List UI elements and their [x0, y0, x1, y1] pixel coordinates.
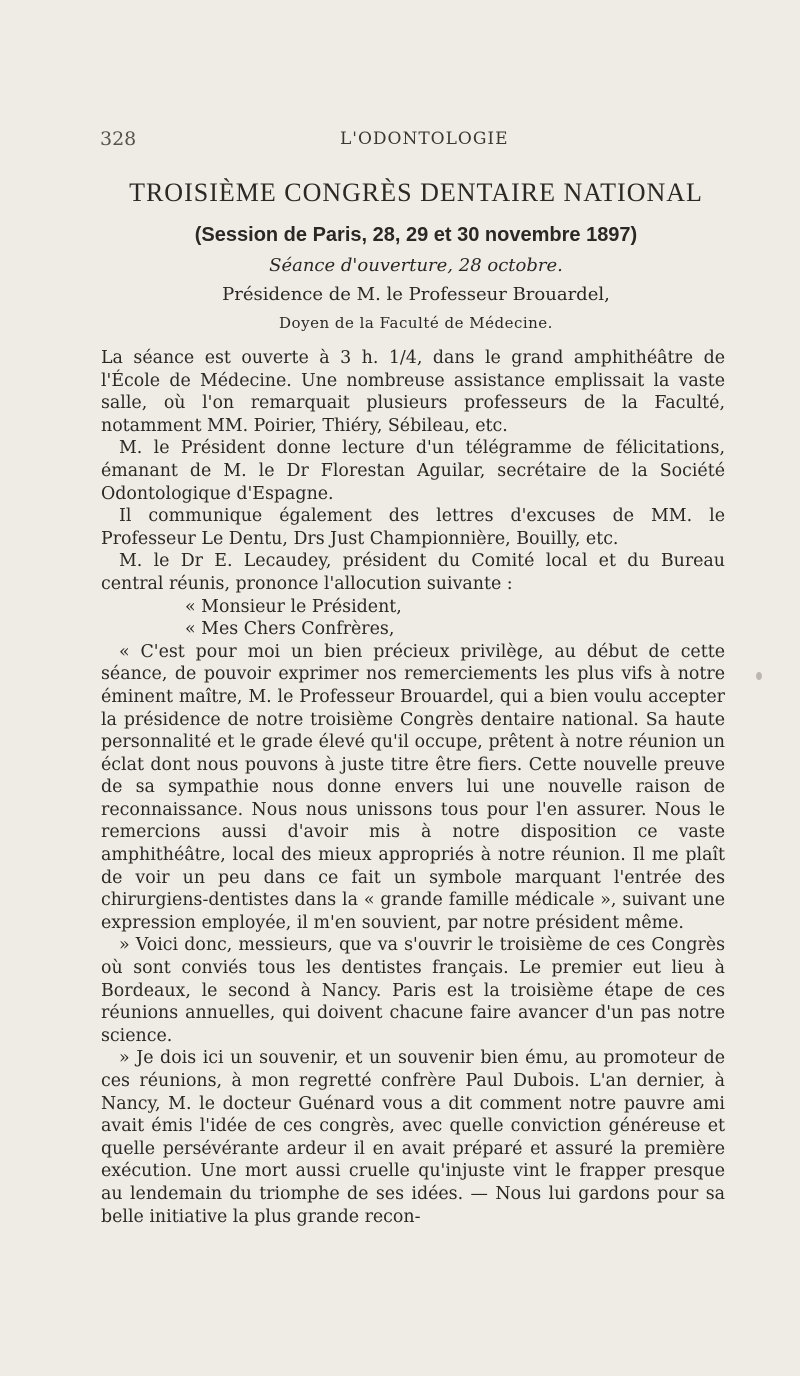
session-subtitle: (Session de Paris, 28, 29 et 30 novembre 1897) [194, 224, 638, 246]
seance-line: Séance d'ouverture, 28 octobre. [269, 255, 563, 276]
paragraph: M. le Président donne lecture d'un télégramme de félicitations, émanant de M. le Dr Florestan Aguilar, secrétaire de la Société Odontologique d'Espagne. [101, 438, 725, 504]
salutation: « Monsieur le Président, [185, 596, 402, 617]
doyen-line: Doyen de la Faculté de Médecine. [279, 314, 553, 332]
journal-name: L'ODONTOLOGIE [340, 129, 509, 149]
paper-stain [756, 672, 762, 680]
paragraph: « C'est pour moi un bien précieux privilège, au début de cette séance, de pouvoir exprimer nos remerciements les plus vifs à notre éminent maître, M. le Professeur Brouardel, qui a bien voulu accepter la présidence de notre troisième Congrès dentaire national. Sa haute personnalité et le grade élevé qu'il occupe, prêtent à notre réunion un éclat dont nous pouvons à juste titre être fiers. Cette nouvelle preuve de sa sympathie nous donne envers lui une nouvelle raison de reconnaissance. Nous nous unissons tous pour l'en assurer. Nous le remercions aussi d'avoir mis à notre disposition ce vaste amphithéâtre, local des mieux appropriés à notre réunion. Il me plaît de voir un peu dans ce fait un symbole marquant l'entrée des chirurgiens-dentistes dans la « grande famille médicale », suivant une expression employée, il m'en souvient, par notre président même. [101, 641, 725, 933]
paragraph: La séance est ouverte à 3 h. 1/4, dans le grand amphithéâtre de l'École de Médecine. Une nombreuse assistance emplissait la vaste salle, où l'on remarquait plusieurs professeurs de la Faculté, notamment MM. Poirier, Thiéry, Sébileau, etc. [101, 348, 725, 436]
salutation: « Mes Chers Confrères, [185, 619, 395, 640]
running-head [100, 128, 732, 152]
paragraph: M. le Dr E. Lecaudey, président du Comité local et du Bureau central réunis, prononce l'allocution suivante : [101, 551, 725, 594]
article-title: TROISIÈME CONGRÈS DENTAIRE NATIONAL [129, 178, 703, 207]
body-text [101, 347, 725, 1228]
paragraph: » Je dois ici un souvenir, et un souvenir bien ému, au promoteur de ces réunions, à mon regretté confrère Paul Dubois. L'an dernier, à Nancy, M. le docteur Guénard vous a dit comment notre pauvre ami avait émis l'idée de ces congrès, avec quelle conviction généreuse et quelle persévérante ardeur il en avait préparé et assuré la première exécution. Une mort aussi cruelle qu'injuste vint le frapper presque au lendemain du triomphe de ses idées. — Nous lui gardons pour sa belle initiative la plus grande recon- [101, 1048, 725, 1227]
paragraph: » Voici donc, messieurs, que va s'ouvrir le troisième de ces Congrès où sont conviés tous les dentistes français. Le premier eut lieu à Bordeaux, le second à Nancy. Paris est la troisième étape de ces réunions annuelles, qui doivent chacune faire avancer d'un pas notre science. [101, 935, 725, 1046]
presidence-line: Présidence de M. le Professeur Brouardel, [222, 284, 610, 305]
paragraph: Il communique également des lettres d'excuses de MM. le Professeur Le Dentu, Drs Just Championnière, Bouilly, etc. [101, 506, 725, 549]
page-number: 328 [100, 128, 137, 150]
